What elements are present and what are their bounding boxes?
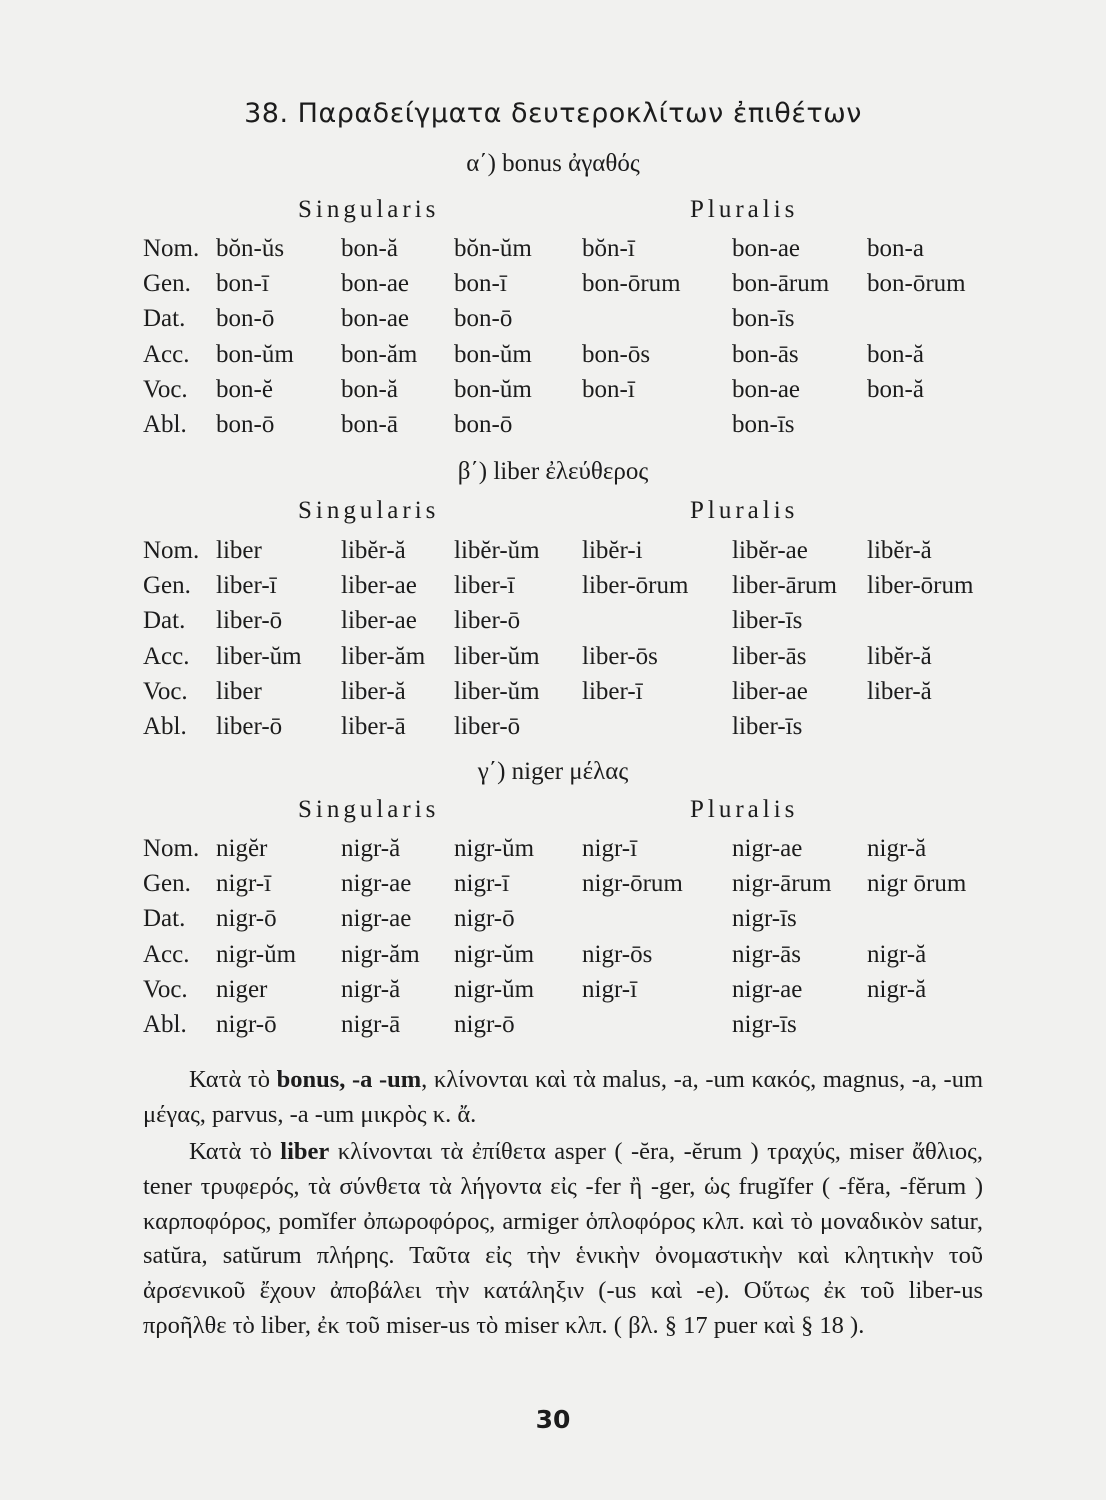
para1-text-a: Κατὰ τὸ [189,1066,277,1093]
case-label: Nom. [143,235,200,262]
form-cell: nigr-ae [732,835,803,862]
form-cell: bon-ī [582,375,635,403]
form-cell: nigr-ăm [341,940,420,968]
form-cell: liber-ae [732,677,808,705]
singularis-label: Singularis [298,796,440,823]
form-cell: liber-ō [454,607,521,635]
pluralis-label: Pluralis [690,196,799,223]
case-label: Nom. [143,537,200,564]
form-cell: bon-ăm [341,340,418,368]
form-cell: bon-ō [454,411,513,438]
form-cell: bon-ī [454,270,507,298]
table-row [0,376,1106,412]
case-label: Acc. [143,642,190,670]
pluralis-label: Pluralis [690,497,799,524]
form-cell: libĕr-ŭm [454,537,540,564]
table-row [0,678,1106,714]
case-label: Abl. [143,411,187,438]
form-cell: liber-ō [216,713,283,740]
table-row [0,835,1106,871]
form-cell: liber-ōrum [867,572,974,600]
page-number: 30 [535,1405,571,1434]
table-row [0,713,1106,749]
para1-bold-bonus: bonus, -a -um [276,1066,422,1093]
form-cell: nigr-ō [454,1011,515,1038]
form-cell: liber-ī [454,572,515,600]
paradigm-title: β΄) liber ἐλεύθερος [457,458,649,485]
form-cell: nigr-ō [216,905,277,933]
form-cell: nigr-ă [341,835,401,862]
table-row [0,1011,1106,1047]
case-label: Gen. [143,270,191,298]
form-cell: bon-ă [341,375,398,403]
form-cell: nigr-ōs [582,940,653,968]
form-cell: bon-īs [732,305,795,333]
form-cell: nigr-ă [867,975,927,1003]
form-cell: nigr-ī [582,835,638,862]
form-cell: bon-ōs [582,340,651,368]
form-cell: liber-ō [454,713,521,740]
table-row [0,572,1106,608]
form-cell: liber-ā [341,713,406,740]
form-cell: liber-ă [867,677,932,705]
paradigm-title: γ΄) niger μέλας [477,758,629,785]
form-cell: nigr-ae [732,975,803,1003]
case-label: Voc. [143,975,188,1003]
form-cell: liber [216,677,262,705]
form-cell: liber-ī [216,572,277,600]
form-cell: nigr-ă [867,835,927,862]
case-label: Dat. [143,305,186,333]
form-cell: bŏn-ŭs [216,235,285,262]
form-cell: bon-ō [216,305,275,333]
form-cell: nigr-ŭm [454,940,535,968]
singularis-label: Singularis [298,497,440,524]
table-row [0,270,1106,306]
form-cell: bon-ă [341,235,398,262]
table-row [0,643,1106,679]
table-row [0,537,1106,573]
form-cell: nigr-ă [341,975,401,1003]
form-cell: nigr-ās [732,940,801,968]
form-cell: nigr-ōrum [582,870,683,898]
table-row [0,341,1106,377]
form-cell: bon-ī [216,270,269,298]
form-cell: bon-a [867,235,924,262]
form-cell: liber-ās [732,642,807,670]
form-cell: nigr-ŭm [454,835,535,862]
case-label: Dat. [143,607,186,635]
form-cell: libĕr-i [582,537,643,564]
table-row [0,305,1106,341]
form-cell: libĕr-ae [732,537,808,564]
form-cell: libĕr-ă [341,537,406,564]
form-cell: liber-īs [732,713,803,740]
case-label: Abl. [143,713,187,740]
form-cell: bon-ō [216,411,275,438]
form-cell: bon-ōrum [582,270,681,298]
form-cell: liber-ăm [341,642,426,670]
form-cell: liber-ŭm [454,642,540,670]
form-cell: bon-ae [341,305,410,333]
form-cell: nigr-ă [867,940,927,968]
form-cell: bon-ō [454,305,513,333]
case-label: Acc. [143,940,190,968]
paradigm-title: α΄) bonus ἀγαθός [466,150,640,177]
case-label: Abl. [143,1011,187,1038]
form-cell: liber-ōrum [582,572,689,600]
form-cell: nigr-ae [341,870,412,898]
form-cell: bon-ŭm [454,340,532,368]
form-cell: nigr-ŭm [216,940,297,968]
form-cell: bon-ă [867,340,924,368]
form-cell: liber-ī [582,677,643,705]
para2-bold-liber: liber [280,1138,330,1165]
form-cell: nigr-ī [216,870,272,898]
form-cell: liber [216,537,262,564]
form-cell: bon-ās [732,340,799,368]
table-row [0,941,1106,977]
form-cell: liber-ă [341,677,406,705]
form-cell: nigĕr [216,835,268,862]
form-cell: nigr-ā [341,1011,401,1038]
form-cell: liber-ārum [732,572,838,600]
table-row [0,905,1106,941]
table-row [0,976,1106,1012]
table-row [0,235,1106,271]
case-label: Dat. [143,905,186,933]
form-cell: nigr-ō [454,905,515,933]
form-cell: nigr-ō [216,1011,277,1038]
form-cell: libĕr-ă [867,642,932,670]
form-cell: bon-ae [341,270,410,298]
paragraph-bonus [143,1063,983,1133]
form-cell: bon-ĕ [216,375,273,403]
paragraph-liber [143,1135,983,1344]
form-cell: nigr-īs [732,1011,797,1038]
form-cell: libĕr-ă [867,537,932,564]
form-cell: nigr-ārum [732,870,832,898]
form-cell: liber-ae [341,607,417,635]
form-cell: liber-īs [732,607,803,635]
form-cell: nigr ōrum [867,870,967,898]
section-heading: 38. Παραδείγματα δευτεροκλίτων ἐπιθέτων [244,98,862,129]
form-cell: liber-ōs [582,642,658,670]
form-cell: niger [216,975,268,1003]
form-cell: liber-ŭm [454,677,540,705]
form-cell: liber-ŭm [216,642,302,670]
case-label: Voc. [143,677,188,705]
form-cell: liber-ae [341,572,417,600]
form-cell: nigr-ae [341,905,412,933]
table-row [0,607,1106,643]
case-label: Gen. [143,870,191,898]
form-cell: bon-ŭm [216,340,294,368]
form-cell: bon-ae [732,235,801,262]
form-cell: nigr-ŭm [454,975,535,1003]
form-cell: bon-ōrum [867,270,966,298]
table-row [0,870,1106,906]
para1-text-b: , κλίνονται καὶ τὰ malus, -a, -um κακός, magnus, -a, -um μέγας, parvus, -a -um μικρὸς κ. ἄ. [143,1066,983,1128]
form-cell: bon-ārum [732,270,830,298]
table-row [0,411,1106,447]
form-cell: nigr-īs [732,905,797,933]
case-label: Acc. [143,340,190,368]
form-cell: bon-īs [732,411,795,438]
form-cell: bŏn-ŭm [454,235,532,262]
case-label: Gen. [143,572,191,600]
case-label: Nom. [143,835,200,862]
form-cell: bon-ă [867,375,924,403]
form-cell: nigr-ī [582,975,638,1003]
form-cell: bŏn-ī [582,235,635,262]
form-cell: liber-ō [216,607,283,635]
pluralis-label: Pluralis [690,796,799,823]
case-label: Voc. [143,375,188,403]
form-cell: nigr-ī [454,870,510,898]
para2-text-b: κλίνονται τὰ ἐπίθετα asper ( -ĕra, -ĕrum ) τραχύς, miser ἄθλιος, tener τρυφερός, τὰ σύνθετα τὰ λήγοντα εἰς -fer ἢ -ger, ὡς frugĭfer ( -fĕra, -fĕrum ) καρποφόρος, pomĭfer ὀπωροφόρος, armiger ὁπλοφόρος κλπ. καὶ τὸ μοναδικὸν satur, satŭra, satŭrum πλήρης. Ταῦτα εἰς τὴν ἑνικὴν ὀνομαστικὴν καὶ κλητικὴν τοῦ ἀρσενικοῦ ἔχουν ἀποβάλει τὴν κατάληξιν (-us καὶ -e). Οὕτως ἐκ τοῦ liber-us προῆλθε τὸ liber, ἐκ τοῦ miser-us τὸ miser κλπ. ( βλ. § 17 puer καὶ § 18 ). [143,1138,983,1339]
form-cell: bon-ŭm [454,375,532,403]
form-cell: bon-ae [732,375,801,403]
singularis-label: Singularis [298,196,440,223]
para2-text-a: Κατὰ τὸ [189,1138,281,1165]
form-cell: bon-ā [341,411,398,438]
